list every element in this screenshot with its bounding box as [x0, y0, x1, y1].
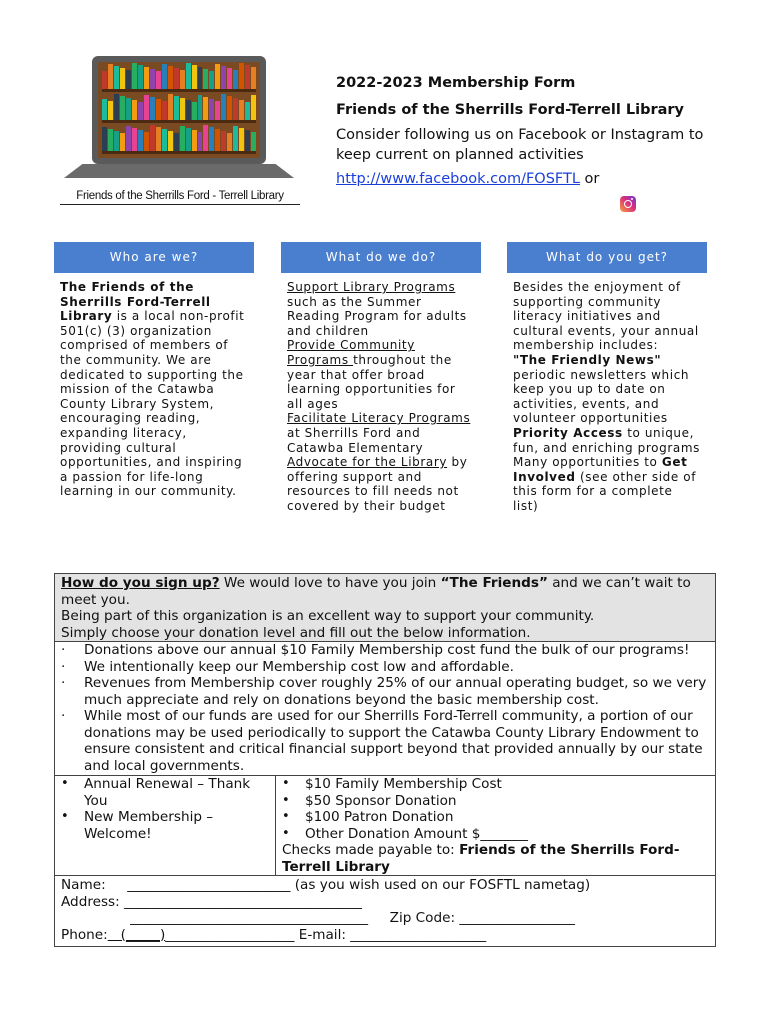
book-spine	[174, 96, 179, 120]
bookshelf-row	[102, 126, 256, 154]
book-spine	[221, 94, 226, 120]
book-spine	[138, 65, 143, 89]
checks-payable: Checks made payable to: Friends of the Sherrills Ford-Terrell Library	[282, 842, 680, 875]
book-spine	[198, 67, 203, 89]
get-involved: Many opportunities to Get Involved (see other side of this form for a complete list)	[513, 455, 697, 513]
book-spine	[227, 133, 232, 151]
book-spine	[114, 94, 119, 120]
what-do-we-do-column	[281, 242, 481, 514]
book-spine	[233, 126, 238, 151]
book-spine	[203, 69, 208, 89]
option-10-family[interactable]: • $10 Family Membership Cost	[282, 776, 502, 792]
what-do-you-get-heading: What do you get?	[507, 242, 707, 273]
book-spine	[209, 99, 214, 120]
book-spine	[233, 98, 238, 120]
get-newsletter: "The Friendly News" periodic newsletters which keep you up to date on activities, events, and volunteer opportunities	[513, 352, 690, 426]
option-100-patron[interactable]: • $100 Patron Donation	[282, 809, 454, 825]
book-spine	[138, 102, 143, 120]
facebook-link[interactable]: http://www.facebook.com/FOSFTL	[336, 171, 580, 188]
book-spine	[126, 70, 131, 89]
list-item: · We intentionally keep our Membership cost low and affordable.	[61, 658, 514, 675]
book-spine	[108, 101, 113, 120]
book-spine	[251, 132, 256, 151]
book-spine	[251, 95, 256, 120]
option-other-amount[interactable]: • Other Donation Amount $_______	[282, 825, 528, 842]
option-new-membership[interactable]: • New Membership – Welcome!	[61, 809, 214, 842]
list-item: · Donations above our annual $10 Family Membership cost fund the bulk of our programs!	[61, 642, 690, 658]
who-are-we-column	[54, 242, 254, 499]
book-spine	[120, 68, 125, 89]
list-item: · While most of our funds are used for our Sherrills Ford-Terrell community, a portion of our donations may be used periodically to support the Catawba County Library Endowment to ensure consistent and critical financial support beyond that provided annually by our state and local governments.	[61, 708, 703, 774]
book-spine	[156, 71, 161, 89]
book-spine	[251, 67, 256, 89]
book-spine	[239, 100, 244, 120]
book-spine	[221, 66, 226, 89]
book-spine	[168, 131, 173, 151]
book-spine	[245, 65, 250, 89]
book-spine	[126, 98, 131, 120]
book-spine	[180, 126, 185, 151]
who-intro-bold: The Friends of the Sherrills Ford-Terrell Library	[60, 280, 211, 324]
book-spine	[245, 130, 250, 151]
book-spine	[192, 130, 197, 151]
membership-options	[55, 775, 715, 875]
book-spine	[120, 96, 125, 120]
address-line-2-field[interactable]: ___________________________________ Zip Code: _________________	[61, 910, 575, 926]
book-spine	[186, 63, 191, 89]
book-spine	[209, 127, 214, 151]
membership-type-options	[55, 776, 276, 875]
book-spine	[162, 101, 167, 120]
what-do-you-get-column	[507, 242, 707, 514]
book-spine	[192, 65, 197, 89]
book-spine	[168, 94, 173, 120]
what-item-1: Support Library Programs such as the Summer Reading Program for adults and children	[287, 280, 467, 338]
book-spine	[156, 99, 161, 120]
book-spine	[150, 97, 155, 120]
who-are-we-heading: Who are we?	[54, 242, 254, 273]
book-spine	[150, 125, 155, 151]
book-spine	[186, 128, 191, 151]
book-spine	[168, 66, 173, 89]
bookshelf-row	[102, 95, 256, 123]
book-spine	[198, 132, 203, 151]
book-spine	[162, 129, 167, 151]
signup-line-2: Being part of this organization is an excellent way to support your community.	[61, 608, 595, 624]
contact-form	[55, 875, 715, 944]
book-spine	[138, 130, 143, 151]
book-spine	[114, 66, 119, 89]
book-spine	[174, 133, 179, 151]
bookshelf-row	[102, 64, 256, 92]
book-spine	[186, 100, 191, 120]
book-spine	[215, 101, 220, 120]
form-title: 2022-2023 Membership Form	[336, 75, 576, 91]
book-spine	[227, 96, 232, 120]
signup-question: How do you sign up?	[61, 575, 220, 591]
list-item: · Revenues from Membership cover roughly 25% of our annual operating budget, so we very much appreciate and rely on donations beyond the basic membership cost.	[61, 675, 707, 708]
get-priority: Priority Access to unique, fun, and enriching programs	[513, 425, 700, 455]
book-spine	[108, 64, 113, 89]
book-spine	[239, 128, 244, 151]
option-50-sponsor[interactable]: • $50 Sponsor Donation	[282, 792, 457, 809]
signup-bullets	[55, 642, 715, 775]
book-spine	[203, 97, 208, 120]
signup-line-3: Simply choose your donation level and fill out the below information.	[61, 624, 531, 641]
logo-caption: Friends of the Sherrills Ford - Terrell Library	[60, 190, 300, 205]
book-spine	[215, 129, 220, 151]
book-spine	[150, 69, 155, 89]
phone-email-field[interactable]: Phone: (_____)___________________ E-mail: ____________________	[61, 926, 487, 943]
follow-text: Consider following us on Facebook or Instagram to keep current on planned activities	[336, 127, 704, 163]
book-spine	[180, 70, 185, 89]
donation-options	[276, 776, 715, 875]
book-spine	[102, 71, 107, 89]
book-spine	[102, 99, 107, 120]
book-spine	[198, 95, 203, 120]
book-spine	[132, 100, 137, 120]
what-item-3: Facilitate Literacy Programs at Sherrills Ford and Catawba Elementary	[287, 411, 471, 455]
header	[336, 74, 736, 190]
book-spine	[162, 64, 167, 89]
signup-header	[55, 574, 715, 642]
book-spine	[144, 67, 149, 89]
book-spine	[114, 131, 119, 151]
signup-intro: How do you sign up? We would love to have you join “The Friends” and we can’t wait to meet you.	[61, 575, 691, 608]
book-spine	[102, 127, 107, 151]
what-do-we-do-heading: What do we do?	[281, 242, 481, 273]
who-are-we-body	[54, 273, 254, 499]
book-spine	[245, 102, 250, 120]
what-do-you-get-body	[507, 273, 707, 514]
book-spine	[192, 102, 197, 120]
book-spine	[215, 64, 220, 89]
book-spine	[174, 68, 179, 89]
who-text: is a local non-profit 501(c) (3) organization comprised of members of the community. We are dedicated to supporting the mission of the Catawba County Library System, encouraging reading, expanding literacy, providing cultural opportunities, and inspiring a passion for life-long learning in our community.	[60, 309, 245, 499]
what-item-2: Provide Community Programs throughout the year that offer broad learning opportunities for all ages	[287, 338, 456, 411]
book-spine	[209, 71, 214, 89]
book-spine	[239, 63, 244, 89]
book-spine	[108, 129, 113, 151]
what-do-we-do-body	[281, 273, 481, 514]
address-field[interactable]: Address: ___________________________________	[61, 893, 362, 910]
instagram-icon[interactable]	[620, 196, 636, 212]
option-annual-renewal[interactable]: • Annual Renewal – Thank You	[61, 776, 251, 809]
book-spine	[156, 127, 161, 151]
book-spine	[132, 63, 137, 89]
name-field[interactable]: Name: ________________________ (as you wish used on our FOSFTL nametag)	[61, 877, 591, 893]
book-spine	[227, 68, 232, 89]
or-text: or	[579, 171, 600, 188]
book-spine	[203, 125, 208, 151]
what-item-4: Advocate for the Library by offering support and resources to fill needs not covered by their budget	[287, 455, 468, 513]
org-name: Friends of the Sherrills Ford-Terrell Library	[336, 101, 685, 118]
book-spine	[180, 98, 185, 120]
laptop-bookshelf-icon	[92, 56, 266, 164]
book-spine	[221, 131, 226, 151]
book-spine	[120, 133, 125, 151]
book-spine	[126, 126, 131, 151]
book-spine	[233, 70, 238, 89]
library-logo	[60, 52, 300, 212]
signup-table	[54, 573, 716, 947]
get-intro: Besides the enjoyment of supporting community literacy initiatives and cultural events, your annual membership includes:	[513, 280, 699, 353]
social-links	[336, 170, 736, 190]
book-spine	[132, 128, 137, 151]
laptop-base	[64, 164, 294, 178]
book-spine	[144, 132, 149, 151]
book-spine	[144, 95, 149, 120]
